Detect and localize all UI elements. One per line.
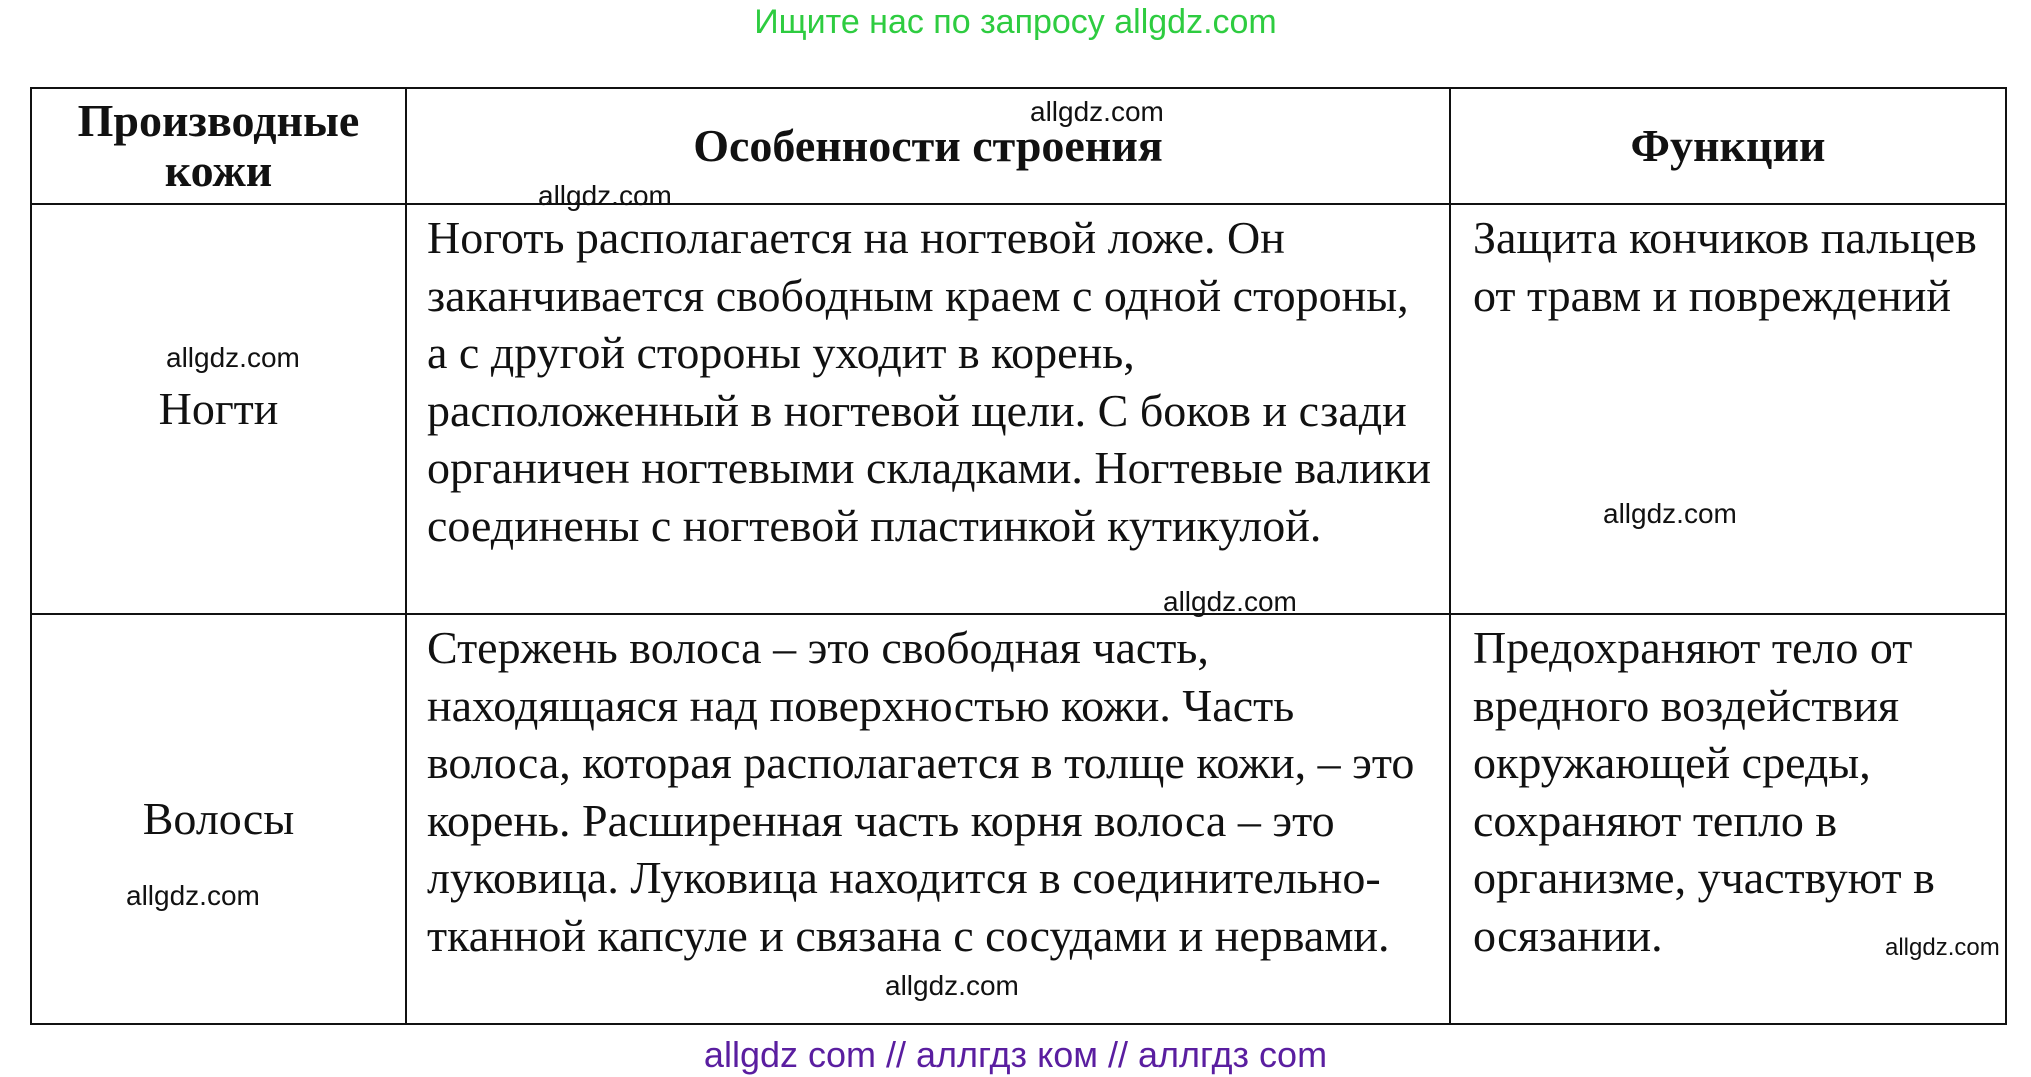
row-name-hair: Волосы [31,614,406,1024]
watermark: allgdz.com [166,342,300,373]
header-functions: Функции [1450,88,2006,204]
row-structure-nails: Ноготь располагается на ногтевой ложе. Он заканчивается свободным краем с одной стороны, а с другой стороны уходит в корень, расположенный в ногтевой щели. С боков и сзади органичен ногтевыми складками. Ногтевые валики соединены с ногтевой пластинкой кутикулой. [406,204,1450,614]
watermark: allgdz.com [1603,498,1737,529]
bottom-banner: allgdz com // аллгдз ком // аллгдз com [703,1034,1328,1075]
table-row [31,614,2006,1024]
header-structure: Особенности строения [406,88,1450,204]
watermark: allgdz.com [1030,96,1164,127]
top-banner: Ищите нас по запросу allgdz.com [754,3,1277,41]
header-derivatives: Производные кожи [31,88,406,204]
row-structure-hair: Стержень волоса – это свободная часть, находящаяся над поверхностью кожи. Часть волоса, которая располагается в толще кожи, – это корень. Расширенная часть корня волоса – это луковица. Луковица находится в соединительно-тканной капсуле и связана с сосудами и нервами. [406,614,1450,1024]
derivatives-table [30,87,2007,1025]
header-row [31,88,2006,204]
watermark: allgdz.com [538,180,672,211]
watermark: allgdz.com [1163,586,1297,617]
row-name-nails: Ногти [31,204,406,614]
table-row [31,204,2006,614]
row-function-nails: Защита кончиков пальцев от травм и повреждений [1450,204,2006,614]
watermark: allgdz.com [885,970,1019,1001]
watermark: allgdz.com [1885,934,2000,961]
watermark: allgdz.com [126,880,260,911]
row-function-hair: Предохраняют тело от вредного воздействия окружающей среды, сохраняют тепло в организме, участвуют в осязании. [1450,614,2006,1024]
